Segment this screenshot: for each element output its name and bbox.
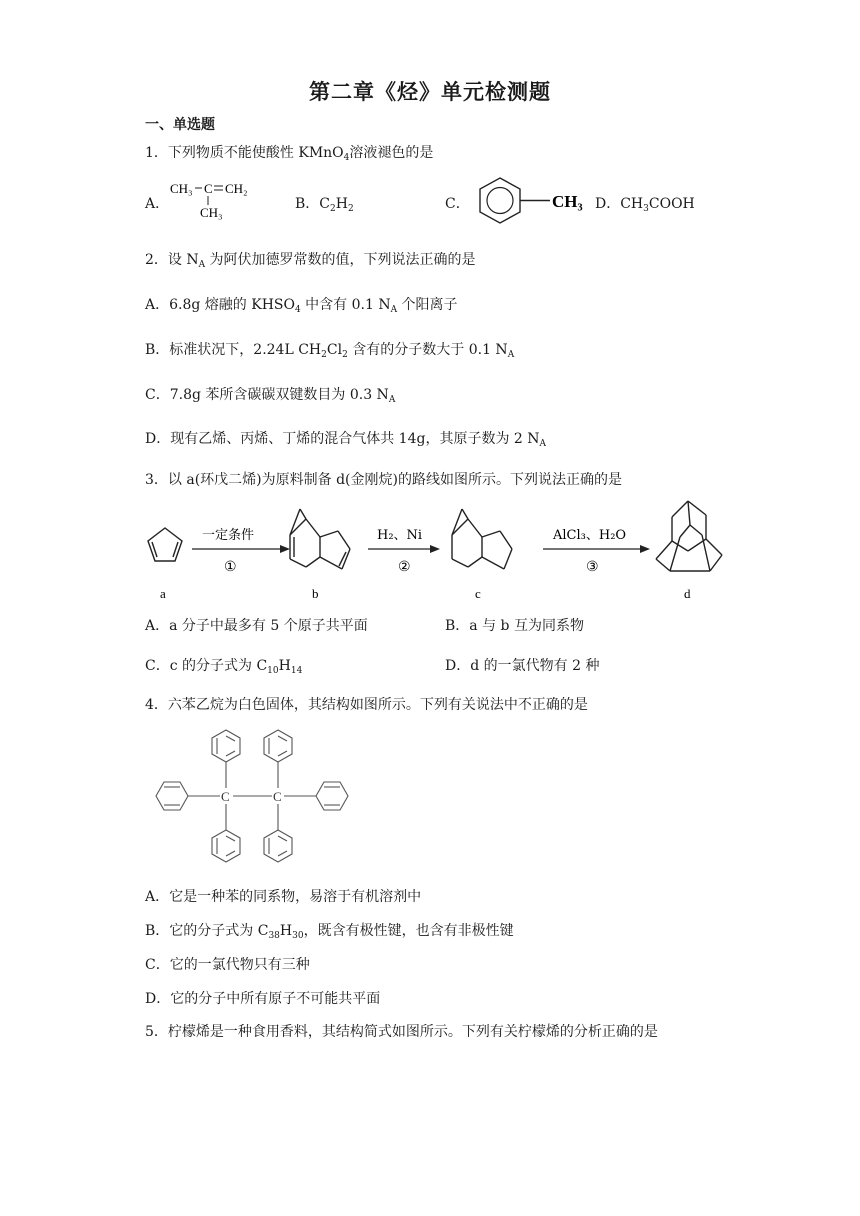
- question-5-stem: 5．柠檬烯是一种食用香料，其结构简式如图所示。下列有关柠檬烯的分析正确的是: [145, 1024, 658, 1040]
- toluene-structure: [474, 176, 594, 226]
- q1-option-a-label: A．: [145, 196, 170, 212]
- q1-option-c-label: C．: [445, 196, 470, 212]
- compound-d: [656, 501, 722, 571]
- step1-number: ①: [224, 559, 237, 575]
- carbon-atom: C: [204, 181, 213, 196]
- q4-option-c: C．它的一氯代物只有三种: [145, 957, 310, 973]
- step2-number: ②: [398, 559, 411, 575]
- ch2-group: CH₂: [225, 181, 248, 196]
- q4-option-d: D．它的分子中所有原子不可能共平面: [145, 991, 381, 1007]
- ch3-group: CH₃: [170, 181, 193, 196]
- step2-condition: H₂、Ni: [377, 528, 423, 543]
- central-carbon-left: C: [221, 789, 230, 804]
- compound-a: [148, 528, 182, 561]
- compound-c: [452, 509, 512, 569]
- q2-option-a: A．6.8g 熔融的 $KHSO_4$ 中含有 0.1 $N_A$ 个阳离子: [145, 297, 458, 315]
- label-c: c: [475, 586, 481, 601]
- q2-option-d: D．现有乙烯、丙烯、丁烯的混合气体共 14g，其原子数为 2 $N_A$: [145, 431, 547, 449]
- adamantane-synthesis-scheme: [140, 495, 730, 610]
- question-4-stem: 4．六苯乙烷为白色固体，其结构如图所示。下列有关说法中不正确的是: [145, 697, 588, 713]
- q3-option-b: B．a 与 b 互为同系物: [445, 618, 584, 634]
- section-heading: 一、单选题: [145, 117, 215, 133]
- hexaphenylethane-structure: [150, 722, 360, 872]
- step3-number: ③: [586, 559, 599, 575]
- label-d: d: [684, 586, 691, 601]
- question-3-stem: 3．以 a(环戊二烯)为原料制备 d(金刚烷)的路线如图所示。下列说法正确的是: [145, 472, 622, 488]
- q3-option-c: C．c 的分子式为 $C_{10}H_{14}$: [145, 658, 303, 676]
- q3-option-d: D．d 的一氯代物有 2 种: [445, 658, 600, 674]
- question-2-stem: 2．设 $N_A$ 为阿伏加德罗常数的值，下列说法正确的是: [145, 252, 476, 270]
- label-a: a: [160, 586, 166, 601]
- ch3-branch: CH₃: [200, 205, 223, 220]
- q1-option-d: D．$CH_3COOH$: [595, 196, 695, 214]
- q3-option-a: A．a 分子中最多有 5 个原子共平面: [145, 618, 368, 634]
- label-b: b: [312, 586, 319, 601]
- q1-option-a-structure: [170, 175, 260, 225]
- q4-option-b: B．它的分子式为 $C_{38}H_{30}$，既含有极性键，也含有非极性键: [145, 923, 514, 941]
- q2-option-b: B．标准状况下，2.24L $CH_2Cl_2$ 含有的分子数大于 0.1 $N_A$: [145, 342, 515, 360]
- q4-option-a: A．它是一种苯的同系物，易溶于有机溶剂中: [145, 889, 422, 905]
- q1-option-b: B．$C_2H_2$: [295, 196, 354, 214]
- q2-option-c: C．7.8g 苯所含碳碳双键数目为 0.3 $N_A$: [145, 387, 396, 405]
- methyl-group: CH₃: [552, 192, 583, 211]
- compound-b: [290, 509, 350, 569]
- step3-condition: AlCl₃、H₂O: [553, 528, 627, 543]
- step1-condition: 一定条件: [202, 528, 255, 543]
- page-title: 第二章《烃》单元检测题: [309, 79, 551, 104]
- central-carbon-right: C: [273, 789, 282, 804]
- question-1-stem: 1．下列物质不能使酸性 KMnO$_4$溶液褪色的是: [145, 145, 434, 163]
